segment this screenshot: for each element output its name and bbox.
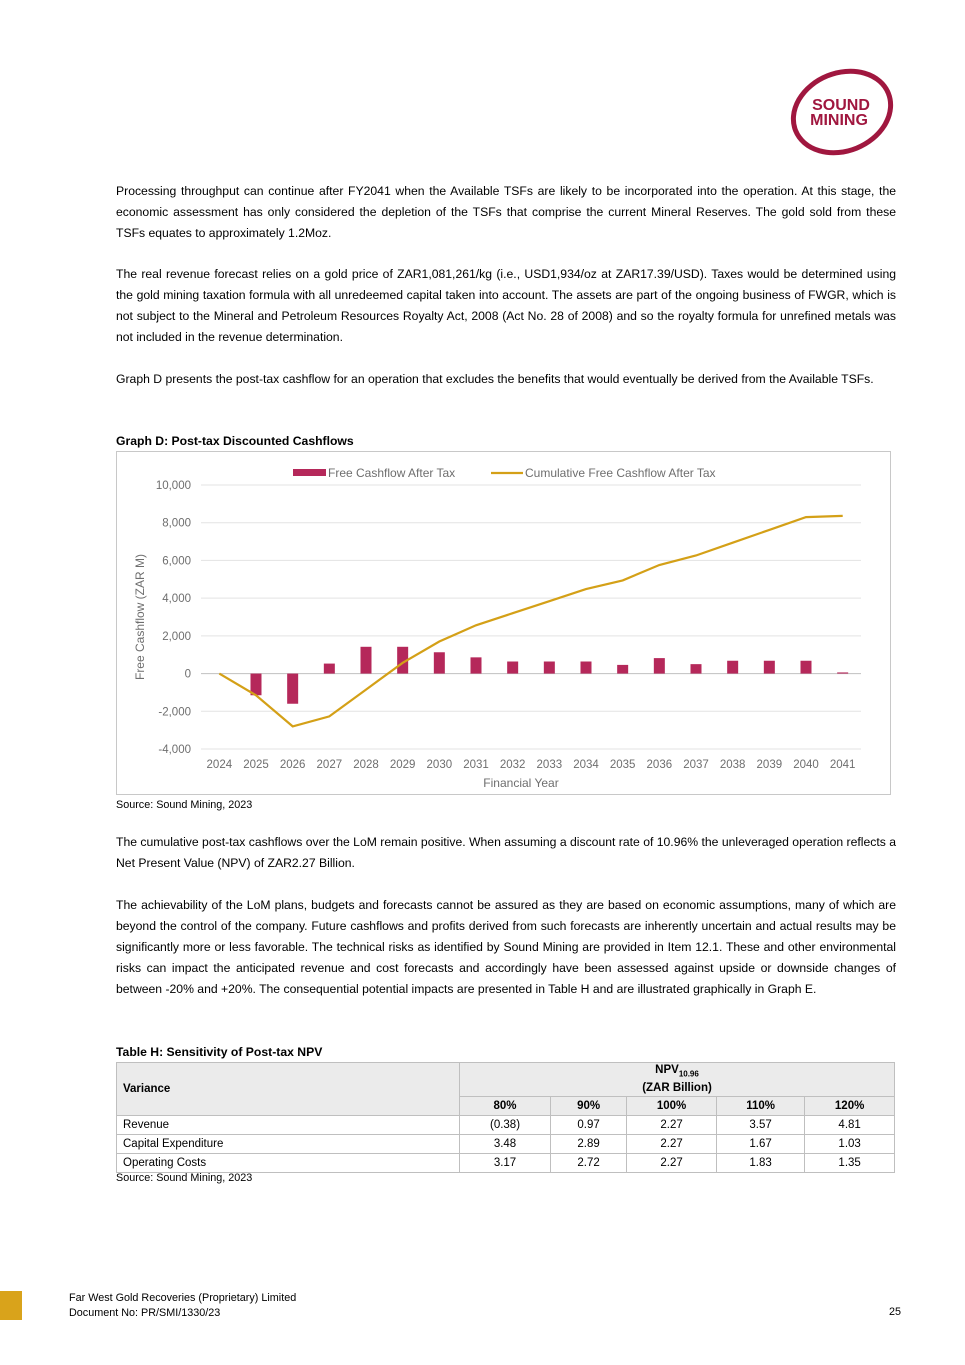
row-label: Capital Expenditure bbox=[117, 1135, 460, 1154]
table-header-row bbox=[117, 1063, 895, 1097]
y-tick-label: 2,000 bbox=[162, 630, 191, 643]
table-row bbox=[117, 1116, 895, 1135]
x-tick-label: 2028 bbox=[353, 759, 379, 771]
table-cell: 3.48 bbox=[460, 1135, 551, 1154]
bar-free-cashflow bbox=[581, 662, 592, 674]
sensitivity-table bbox=[116, 1062, 895, 1173]
footer bbox=[69, 1291, 296, 1321]
x-tick-label: 2040 bbox=[793, 759, 819, 771]
column-header: 100% bbox=[627, 1097, 717, 1116]
y-axis-title: Free Cashflow (ZAR M) bbox=[133, 553, 147, 681]
column-header: 120% bbox=[805, 1097, 895, 1116]
table-cell: 2.27 bbox=[627, 1154, 717, 1173]
column-header: 110% bbox=[716, 1097, 804, 1116]
table-cell: 1.83 bbox=[716, 1154, 804, 1173]
npv-label: NPV bbox=[655, 1064, 679, 1076]
y-tick-label: 4,000 bbox=[162, 593, 191, 606]
x-tick-label: 2031 bbox=[463, 759, 489, 771]
graph-caption: Graph D: Post-tax Discounted Cashflows bbox=[116, 434, 354, 448]
bar-free-cashflow bbox=[434, 652, 445, 673]
x-tick-label: 2037 bbox=[683, 759, 709, 771]
paragraph-throughput: Processing throughput can continue after FY2041 when the Available TSFs are likely to be incorporated into the operation. At this stage, the economic assessment has only considered the depletion of the TSFs that comprise the current Mineral Reserves. The gold sold from these TSFs equates to approximately 1.2Moz. bbox=[116, 184, 896, 240]
npv-unit: (ZAR Billion) bbox=[642, 1082, 712, 1095]
footer-accent-bar bbox=[0, 1291, 22, 1320]
bar-free-cashflow bbox=[617, 665, 628, 674]
bar-free-cashflow bbox=[837, 672, 848, 673]
table-cell: 3.17 bbox=[460, 1154, 551, 1173]
table-cell: 1.35 bbox=[805, 1154, 895, 1173]
table-cell: 2.27 bbox=[627, 1135, 717, 1154]
table-cell: 1.67 bbox=[716, 1135, 804, 1154]
table-cell: 4.81 bbox=[805, 1116, 895, 1135]
x-tick-label: 2025 bbox=[243, 759, 269, 771]
graph-source: Source: Sound Mining, 2023 bbox=[116, 799, 253, 811]
table-row bbox=[117, 1154, 895, 1173]
table-cell: 2.89 bbox=[551, 1135, 627, 1154]
cashflow-chart-svg bbox=[117, 452, 892, 796]
bar-free-cashflow bbox=[691, 664, 702, 673]
footer-document-number: Document No: PR/SMI/1330/23 bbox=[69, 1307, 221, 1319]
x-tick-label: 2035 bbox=[609, 759, 636, 771]
x-tick-label: 2029 bbox=[389, 759, 416, 771]
bar-free-cashflow bbox=[324, 664, 335, 674]
paragraph-revenue-forecast: The real revenue forecast relies on a gold price of ZAR1,081,261/kg (i.e., USD1,934/oz at ZAR17.39/USD). Taxes would be determined using the gold mining taxation formula with all unredeemed capital taken into account. The assets are part of the ongoing business of FWGR, which is not subject to the Mineral and Petroleum Resources Royalty Act, 2008 (Act No. 28 of 2008) and so the royalty formula for unrefined metals was not included in the revenue determination. bbox=[116, 267, 896, 344]
y-tick-label: 0 bbox=[184, 668, 191, 681]
x-tick-label: 2026 bbox=[279, 759, 306, 771]
table-cell: 0.97 bbox=[551, 1116, 627, 1135]
x-tick-label: 2032 bbox=[499, 759, 526, 771]
x-tick-label: 2024 bbox=[206, 759, 233, 771]
table-caption: Table H: Sensitivity of Post-tax NPV bbox=[116, 1045, 323, 1059]
bar-free-cashflow bbox=[764, 661, 775, 674]
y-tick-label: 10,000 bbox=[155, 480, 191, 492]
bar-free-cashflow bbox=[471, 657, 482, 673]
x-tick-label: 2034 bbox=[573, 759, 599, 771]
logo-text-mining: MINING bbox=[810, 112, 868, 129]
x-tick-label: 2033 bbox=[536, 759, 563, 771]
x-tick-label: 2027 bbox=[316, 759, 343, 771]
table-cell: 3.57 bbox=[716, 1116, 804, 1135]
paragraph-cumulative-npv: The cumulative post-tax cashflows over the LoM remain positive. When assuming a discount rate of 10.96% the unleveraged operation reflects a Net Present Value (NPV) of ZAR2.27 Billion. bbox=[116, 835, 896, 870]
legend-swatch-free-cashflow bbox=[293, 469, 326, 476]
bar-free-cashflow bbox=[801, 661, 812, 674]
paragraph-graph-d-intro: Graph D presents the post-tax cashflow for an operation that excludes the benefits that would eventually be derived from the Available TSFs. bbox=[116, 372, 874, 386]
logo-text-sound: SOUND bbox=[812, 97, 870, 114]
paragraph-achievability: The achievability of the LoM plans, budgets and forecasts cannot be assured as they are based on economic assumptions, many of which are beyond the control of the company. Future cashflows and profits derived from such forecasts are inherently uncertain and actual results may be significantly more or less favorable. The technical risks as identified by Sound Mining are provided in Item 12.1. These and other environmental risks can impact the anticipated revenue and cost forecasts and accordingly have been assessed against upside or downside changes of between -20% and +20%. The consequential potential impacts are presented in Table H and are illustrated graphically in Graph E. bbox=[116, 898, 896, 996]
npv-header bbox=[460, 1063, 895, 1097]
y-tick-label: 6,000 bbox=[162, 555, 191, 568]
x-tick-label: 2039 bbox=[756, 759, 783, 771]
row-label: Revenue bbox=[117, 1116, 460, 1135]
y-tick-label: 8,000 bbox=[162, 517, 191, 530]
page-number: 25 bbox=[889, 1306, 902, 1318]
cashflow-chart bbox=[116, 451, 891, 795]
y-tick-label: -4,000 bbox=[158, 744, 191, 756]
column-header: 80% bbox=[460, 1097, 551, 1116]
bar-free-cashflow bbox=[507, 662, 518, 674]
column-header: 90% bbox=[551, 1097, 627, 1116]
bar-free-cashflow bbox=[727, 661, 738, 674]
table-cell: (0.38) bbox=[460, 1116, 551, 1135]
variance-header: Variance bbox=[117, 1063, 460, 1116]
footer-company: Far West Gold Recoveries (Proprietary) Limited bbox=[69, 1292, 297, 1304]
logo-ring-icon bbox=[786, 66, 898, 158]
x-tick-label: 2030 bbox=[426, 759, 453, 771]
bar-free-cashflow bbox=[544, 662, 555, 674]
table-cell: 2.72 bbox=[551, 1154, 627, 1173]
npv-subscript: 10.96 bbox=[678, 1069, 699, 1079]
table-source: Source: Sound Mining, 2023 bbox=[116, 1172, 253, 1184]
x-tick-label: 2041 bbox=[829, 759, 856, 771]
sound-mining-logo bbox=[786, 66, 898, 158]
bar-free-cashflow bbox=[287, 674, 298, 704]
bar-free-cashflow bbox=[361, 647, 372, 674]
table-cell: 1.03 bbox=[805, 1135, 895, 1154]
row-label: Operating Costs bbox=[117, 1154, 460, 1173]
legend-label-free-cashflow: Free Cashflow After Tax bbox=[328, 466, 456, 480]
line-cumulative-cashflow bbox=[219, 516, 842, 727]
bar-free-cashflow bbox=[654, 658, 665, 673]
y-tick-label: -2,000 bbox=[158, 706, 191, 719]
x-tick-label: 2036 bbox=[646, 759, 673, 771]
x-axis-title: Financial Year bbox=[483, 776, 559, 790]
table-cell: 2.27 bbox=[627, 1116, 717, 1135]
table-row bbox=[117, 1135, 895, 1154]
x-tick-label: 2038 bbox=[719, 759, 746, 771]
legend-label-cumulative: Cumulative Free Cashflow After Tax bbox=[525, 466, 716, 480]
